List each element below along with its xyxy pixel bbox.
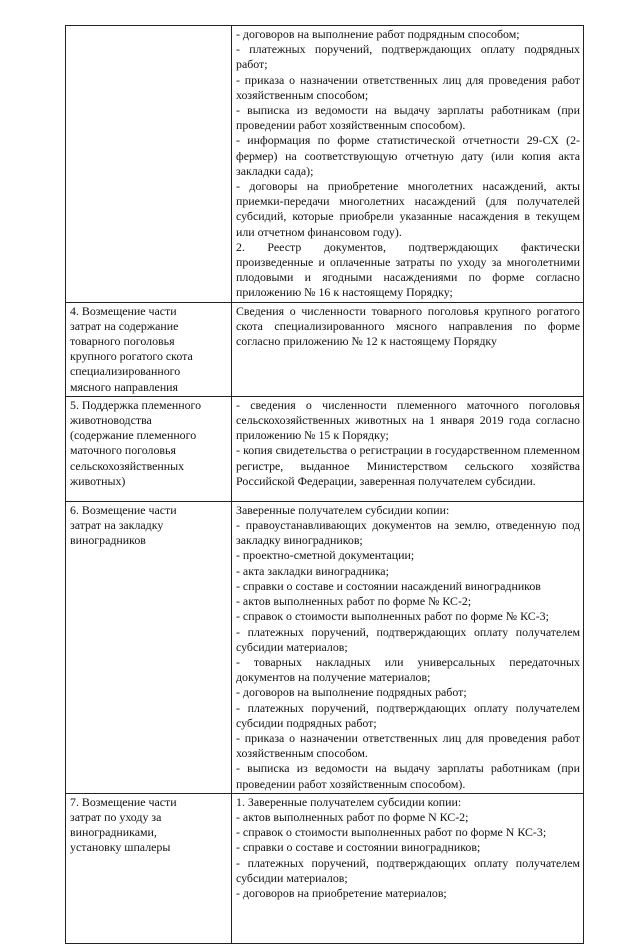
row-label-cell (66, 302, 232, 396)
document-item: - копия свидетельства о регистрации в государственном племенном регистре, выданное Министерством сельского хозяйства Российской Федерации, заверенная получателем субсидии. (236, 443, 580, 488)
table-row (66, 793, 584, 943)
document-item: - договоров на приобретение материалов; (236, 885, 447, 900)
document-item: - сведения о численности племенного маточного поголовья сельскохозяйственных животных на 1 января 2019 года согласно приложению № 15 к Порядку; (236, 397, 580, 443)
row-label-line: сельскохозяйственных (70, 458, 185, 473)
document-item: - проектно-сметной документации; (236, 548, 415, 563)
document-item: - акта закладки виноградника; (236, 563, 389, 578)
document-item: Заверенные получателем субсидии копии: (236, 502, 450, 517)
row-label-line: 4. Возмещение части (70, 303, 177, 318)
row-label-line: специализированного (70, 364, 181, 379)
row-label-line: затрат на закладку (70, 518, 164, 533)
row-content-cell (232, 302, 584, 396)
row-label-line: 7. Возмещение части (70, 794, 177, 809)
table-row (66, 501, 584, 793)
row-content-cell (232, 396, 584, 501)
row-label-line: затрат по уходу за (70, 809, 162, 824)
table-row (66, 396, 584, 501)
document-item: - актов выполненных работ по форме N КС-2; (236, 809, 469, 824)
document-item: - правоустанавливающих документов на землю, отведенную под закладку виноградников; (236, 518, 580, 548)
document-item: - выписка из ведомости на выдачу зарплаты работникам (при проведении работ хозяйственным способом). (236, 761, 580, 791)
row-label-line: товарного поголовья (70, 334, 175, 349)
document-item: - платежных поручений, подтверждающих оплату получателем субсидии материалов; (236, 624, 580, 654)
row-label-line: крупного рогатого скота (70, 349, 193, 364)
document-item: Сведения о численности товарного поголовья крупного рогатого скота специализированного мясного направления по форме согласно приложению № 12 к настоящему Порядку (236, 303, 580, 349)
document-item: - справки о составе и состоянии насаждений виноградников (236, 578, 541, 593)
document-item: - информация по форме статистической отчетности 29-СХ (2-фермер) на соответствующую отчетную дату (или копия акта закладки сада); (236, 133, 580, 178)
row-content-cell (232, 793, 584, 943)
document-item: 2. Реестр документов, подтверждающих фактически произведенные и оплаченные затраты по уходу за многолетними плодовыми и ягодными насаждениями по форме согласно приложению № 16 к настоящему Порядку; (236, 239, 580, 300)
table-row (66, 302, 584, 396)
row-label-line: мясного направления (70, 379, 179, 394)
row-label-cell (66, 26, 232, 303)
requirements-table (65, 25, 584, 944)
row-label-line: животноводства (70, 413, 152, 428)
document-item: - договоры на приобретение многолетних насаждений, акты приемки-передачи многолетних насаждений (для получателей субсидий, которые приобрели указанные насаждения в текущем или отчетном финансовом году). (236, 179, 580, 239)
row-label-line: 6. Возмещение части (70, 502, 177, 517)
row-label-line: маточного поголовья (70, 443, 176, 458)
row-label-line: виноградниками, (70, 825, 157, 840)
document-item: - справок о стоимости выполненных работ по форме N КС-3; (236, 825, 547, 840)
row-label-line: затрат на содержание (70, 318, 179, 333)
row-label-cell (66, 793, 232, 943)
document-item: - выписка из ведомости на выдачу зарплаты работникам (при проведении работ хозяйственным способом). (236, 103, 580, 133)
document-item: - договоров на выполнение работ подрядным способом; (236, 27, 520, 41)
row-label-line: животных) (70, 473, 126, 488)
document-item: - приказа о назначении ответственных лиц для проведения работ хозяйственным способом; (236, 72, 580, 102)
row-content-cell (232, 26, 584, 303)
document-item: - платежных поручений, подтверждающих оплату получателем субсидии подрядных работ; (236, 700, 580, 730)
document-item: - справки о составе и состоянии виноградников; (236, 840, 481, 855)
document-item: - товарных накладных или универсальных передаточных документов на получение материалов; (236, 654, 580, 685)
row-label-line: виноградников (70, 533, 146, 548)
document-item: - договоров на выполнение подрядных работ; (236, 685, 467, 700)
document-item: - платежных поручений, подтверждающих оплату получателем субсидии материалов; (236, 855, 580, 885)
document-item: - справок о стоимости выполненных работ по форме № КС-3; (236, 609, 549, 624)
row-label-line: установку шпалеры (70, 840, 171, 855)
document-item: 1. Заверенные получателем субсидии копии: (236, 794, 462, 809)
row-content-cell (232, 501, 584, 793)
row-label-cell (66, 501, 232, 793)
row-label-cell (66, 396, 232, 501)
table-row (66, 26, 584, 303)
document-item: - приказа о назначении ответственных лиц для проведения работ хозяйственным способом. (236, 730, 580, 761)
document-item: - платежных поручений, подтверждающих оплату подрядных работ; (236, 42, 580, 72)
row-label-line: (содержание племенного (70, 428, 197, 443)
document-item: - актов выполненных работ по форме № КС-2; (236, 594, 472, 609)
row-label-line: 5. Поддержка племенного (70, 397, 202, 412)
